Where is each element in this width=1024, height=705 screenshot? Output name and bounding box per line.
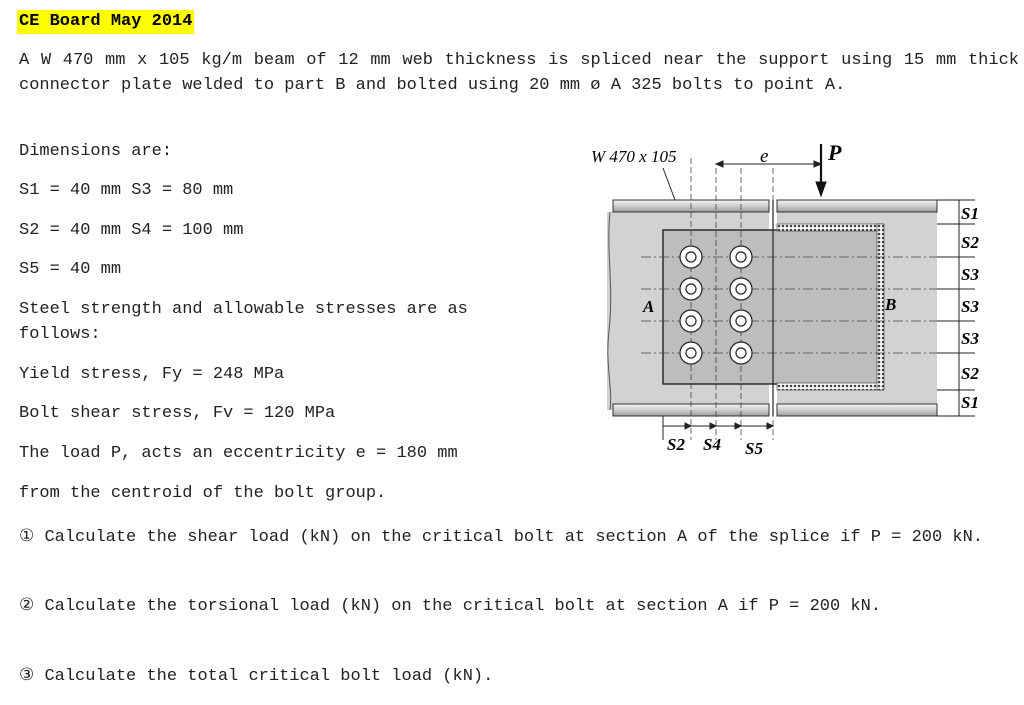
eccentricity-label: e [760, 146, 769, 167]
page-title: CE Board May 2014 [17, 10, 194, 34]
load-label: P [828, 140, 842, 165]
dimension-line-1: S1 = 40 mm S3 = 80 mm [19, 181, 234, 200]
dimension-line-2: S2 = 40 mm S4 = 100 mm [19, 221, 244, 240]
bolt [730, 278, 752, 300]
weld-bottom [777, 383, 883, 390]
dim-label: S3 [961, 329, 979, 348]
dim-label: S2 [667, 435, 685, 454]
splice-diagram [585, 140, 995, 460]
bolt [680, 310, 702, 332]
problem-intro: A W 470 mm x 105 kg/m beam of 12 mm web thickness is spliced near the support using 15 mm thick connector plate welded to part B and bolted using 20 mm ø A 325 bolts to point A. [19, 51, 1019, 95]
bottom-flange-b [777, 404, 937, 416]
dim-label: S3 [961, 265, 979, 284]
dim-label: S1 [961, 204, 979, 223]
weld-side [877, 224, 884, 390]
part-b-label: B [885, 295, 897, 314]
bolt [730, 310, 752, 332]
yield-stress: Yield stress, Fy = 248 MPa [19, 365, 285, 384]
bolt [730, 246, 752, 268]
bolt [730, 342, 752, 364]
question-2: ② Calculate the torsional load (kN) on the critical bolt at section A if P = 200 kN. [19, 597, 881, 616]
question-1: ① Calculate the shear load (kN) on the critical bolt at section A of the splice if P = 200 kN. [19, 528, 983, 547]
weld-top [777, 224, 883, 231]
bolt [680, 342, 702, 364]
top-flange-b [777, 200, 937, 212]
dim-label: S4 [703, 435, 721, 454]
dim-label: S1 [961, 393, 979, 412]
dim-label: S5 [745, 439, 763, 458]
steel-strength-line-1: Steel strength and allowable stresses are as [19, 300, 468, 319]
bolt-shear-stress: Bolt shear stress, Fv = 120 MPa [19, 404, 336, 423]
bolt [680, 278, 702, 300]
load-arrow [816, 144, 826, 196]
beam-label: W 470 x 105 [591, 147, 677, 166]
dim-label: S3 [961, 297, 979, 316]
question-3: ③ Calculate the total critical bolt load (kN). [19, 667, 494, 686]
dimension-line-3: S5 = 40 mm [19, 260, 122, 279]
dimensions-heading: Dimensions are: [19, 142, 173, 161]
bolt [680, 246, 702, 268]
steel-strength-line-2: follows: [19, 325, 101, 344]
load-eccentricity-line-2: from the centroid of the bolt group. [19, 484, 387, 503]
part-a-label: A [643, 297, 655, 316]
load-eccentricity-line-1: The load P, acts an eccentricity e = 180 mm [19, 444, 458, 463]
dim-label: S2 [961, 233, 979, 252]
dim-label: S2 [961, 364, 979, 383]
